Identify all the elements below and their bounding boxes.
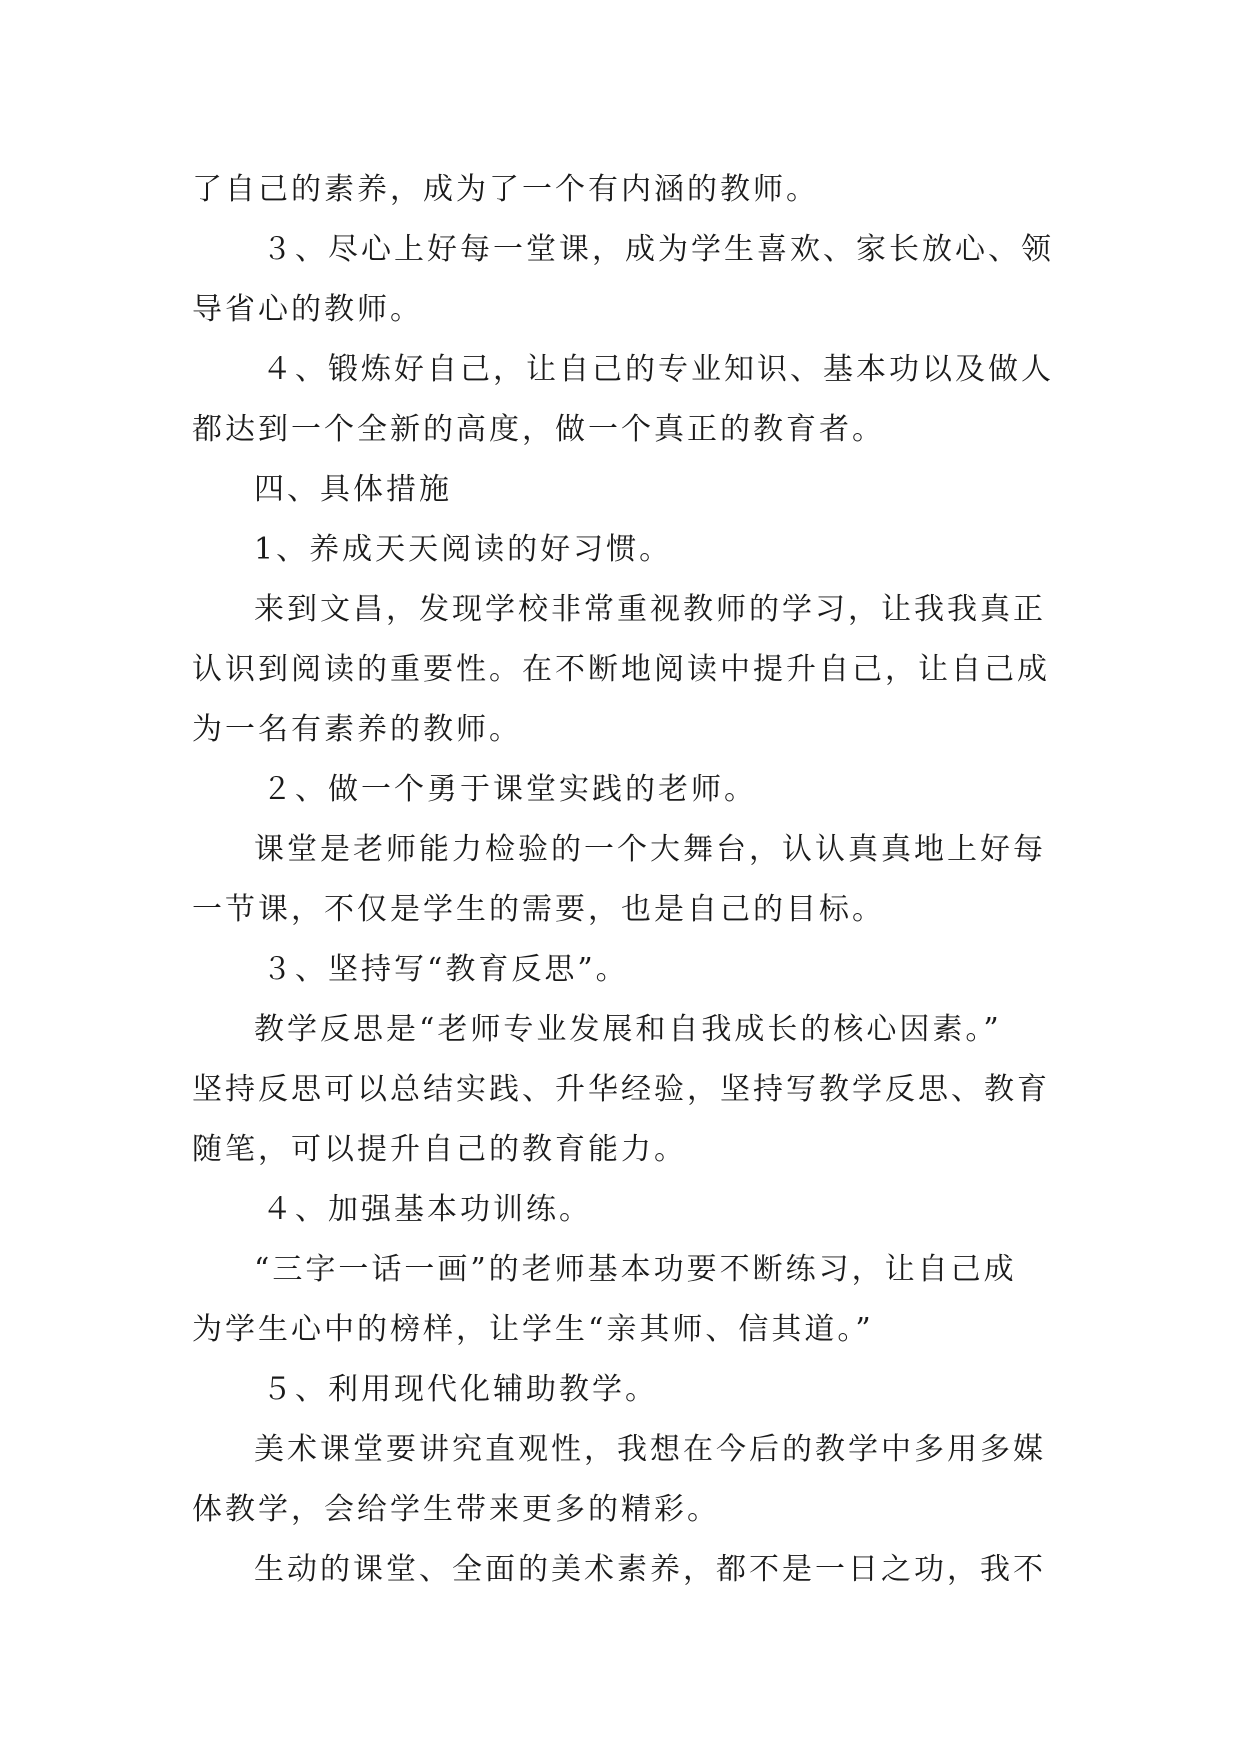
paragraph-line: ３、尽心上好每一堂课，成为学生喜欢、家长放心、领 (262, 232, 1054, 267)
list-item-heading: ５、利用现代化辅助教学。 (262, 1372, 658, 1407)
document-body (192, 160, 1052, 1600)
list-item-heading: ２、做一个勇于课堂实践的老师。 (262, 772, 757, 807)
paragraph-line: 教学反思是“老师专业发展和自我成长的核心因素。” (254, 1012, 1002, 1047)
paragraph-line: ４、锻炼好自己，让自己的专业知识、基本功以及做人 (262, 352, 1054, 387)
paragraph-line: 美术课堂要讲究直观性，我想在今后的教学中多用多媒 (254, 1432, 1046, 1467)
section-heading: 四、具体措施 (254, 472, 452, 507)
list-item-heading: 1、养成天天阅读的好习惯。 (254, 532, 673, 567)
paragraph-line: 课堂是老师能力检验的一个大舞台，认认真真地上好每 (254, 832, 1046, 867)
paragraph-line: 了自己的素养，成为了一个有内涵的教师。 (192, 172, 819, 207)
paragraph-line: 坚持反思可以总结实践、升华经验，坚持写教学反思、教育 (192, 1072, 1050, 1107)
paragraph-line: 体教学，会给学生带来更多的精彩。 (192, 1492, 720, 1527)
paragraph-line: 随笔，可以提升自己的教育能力。 (192, 1132, 687, 1167)
paragraph-line: 为学生心中的榜样，让学生“亲其师、信其道。” (192, 1312, 874, 1347)
paragraph-line: 都达到一个全新的高度，做一个真正的教育者。 (192, 412, 885, 447)
list-item-heading: ４、加强基本功训练。 (262, 1192, 592, 1227)
paragraph-line: 导省心的教师。 (192, 292, 423, 327)
paragraph-line: 一节课，不仅是学生的需要，也是自己的目标。 (192, 892, 885, 927)
paragraph-line: “三字一话一画”的老师基本功要不断练习，让自己成 (254, 1252, 1017, 1287)
paragraph-line: 生动的课堂、全面的美术素养，都不是一日之功，我不 (254, 1552, 1046, 1587)
paragraph-line: 来到文昌，发现学校非常重视教师的学习，让我我真正 (254, 592, 1046, 627)
paragraph-line: 为一名有素养的教师。 (192, 712, 522, 747)
paragraph-line: 认识到阅读的重要性。在不断地阅读中提升自己，让自己成 (192, 652, 1050, 687)
list-item-heading: ３、坚持写“教育反思”。 (262, 952, 629, 987)
